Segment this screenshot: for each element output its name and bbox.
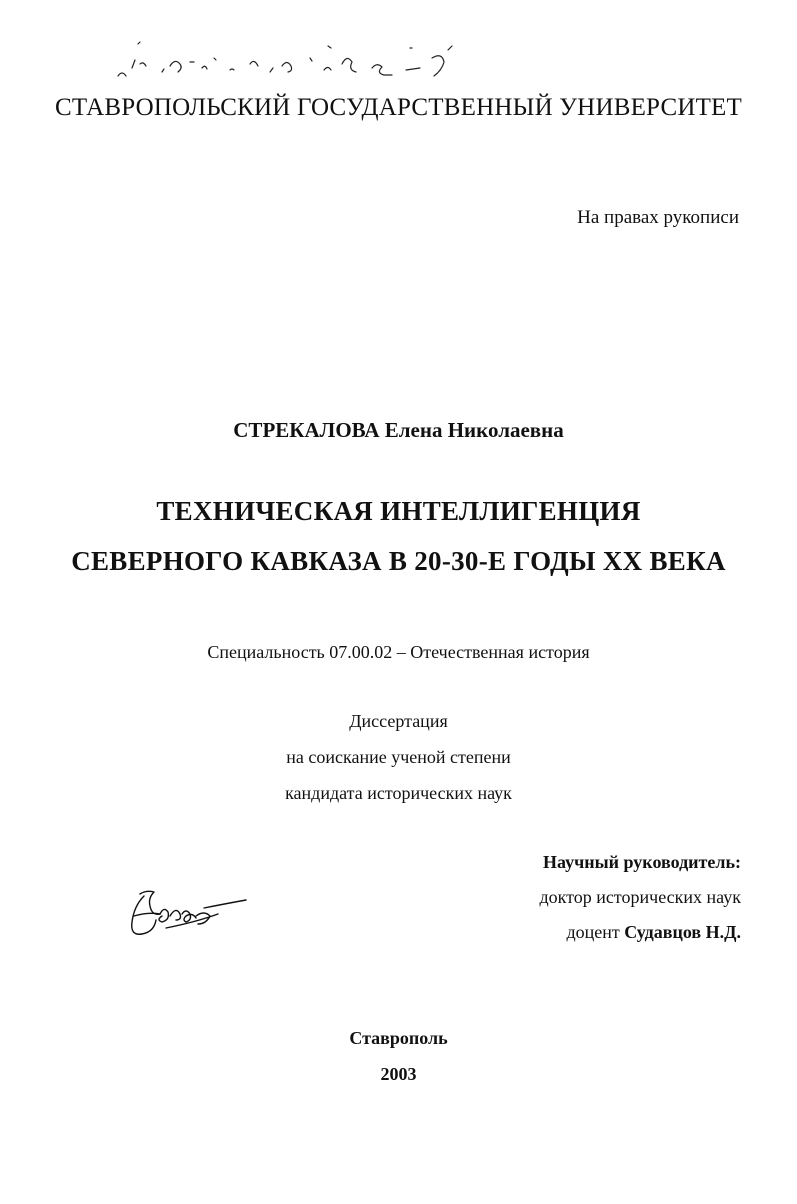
author-surname: СТРЕКАЛОВА (233, 418, 380, 442)
supervisor-degree: доктор исторических наук (539, 887, 741, 907)
specialty: Специальность 07.00.02 – Отечественная история (207, 642, 590, 662)
supervisor-rank: доцент (566, 922, 620, 942)
dissertation-title-line2: СЕВЕРНОГО КАВКАЗА В 20-30-Е ГОДЫ XX ВЕКА (71, 546, 726, 576)
author-given-names: Елена Николаевна (384, 418, 564, 442)
degree-line3: кандидата исторических наук (285, 783, 512, 803)
city: Ставрополь (349, 1028, 448, 1048)
supervisor-name-line (566, 922, 741, 943)
degree-line1: Диссертация (349, 711, 448, 731)
signature (126, 886, 256, 944)
scan-marks (110, 28, 490, 98)
dissertation-title-line1: ТЕХНИЧЕСКАЯ ИНТЕЛЛИГЕНЦИЯ (156, 496, 641, 526)
degree-line2: на соискание ученой степени (286, 747, 511, 767)
supervisor-label: Научный руководитель: (543, 852, 741, 872)
author-name (0, 418, 797, 443)
supervisor-name: Судавцов Н.Д. (624, 922, 741, 942)
year: 2003 (380, 1064, 417, 1084)
university-name: СТАВРОПОЛЬСКИЙ ГОСУДАРСТВЕННЫЙ УНИВЕРСИТЕТ (55, 94, 742, 121)
manuscript-note: На правах рукописи (577, 207, 739, 228)
